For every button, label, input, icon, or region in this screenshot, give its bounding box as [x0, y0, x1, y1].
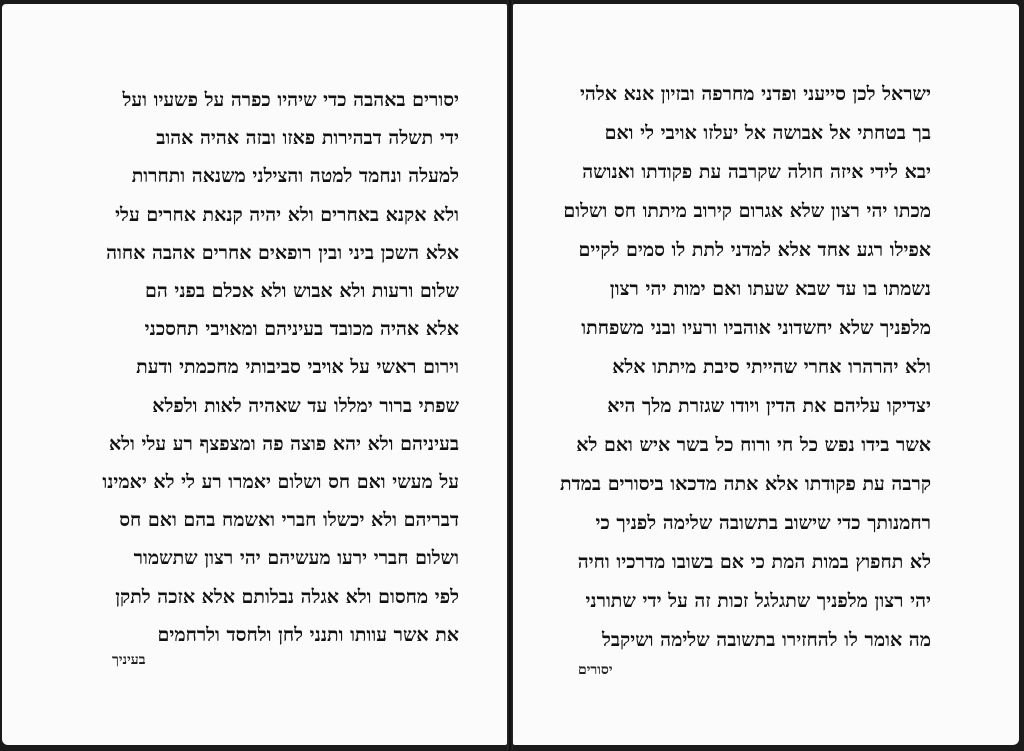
text-line: מלפניך שלא יחשדוני אוהביו ורעיו ובני משפחתו: [581, 317, 931, 339]
text-line: בך בטחתי אל אבושה אל יעלזו אויבי לי ואם: [604, 122, 931, 144]
text-line: דבריהם ולא יכשלו חברי ואשמח בהם ואם חס: [119, 509, 459, 532]
text-line: ולא אקנא באחרים ולא יהיה קנאת אחרים עלי: [115, 203, 459, 226]
text-line: מה אומר לו להחזירו בתשובה שלימה ושיקבל: [602, 629, 931, 651]
left-page-text-block: [2, 4, 507, 745]
right-page-text-block: [513, 4, 1019, 745]
text-line: מכתו יהי רצון שלא אגרום קירוב מיתתו חס ושלום: [563, 200, 931, 222]
text-line: לפי מחסום ולא אגלה נבלותם אלא אזכה לתקן: [115, 585, 459, 608]
text-line: אלא השכן ביני ובין רופאים אחרים אהבה אחוה: [106, 241, 459, 264]
text-line: ושלום חברי ירעו מעשיהם יהי רצון שתשמור: [133, 547, 459, 570]
text-line: אשר בידו נפש כל חי ורוח כל בשר איש ואם לא: [576, 434, 931, 456]
left-page-catchword: בעיניך: [112, 652, 146, 668]
text-line: יהי רצון מלפניך שתגלגל זכות זה על ידי שתורני: [585, 590, 931, 612]
text-line: קרבה עת פקודתו אלא אתה מדכאו ביסורים במדת: [559, 473, 931, 495]
text-line: יסורים באהבה כדי שיהיו כפרה על פשעיו ועל: [122, 89, 459, 111]
text-line: על מעשי ואם חס ושלום יאמרו רע לי לא יאמינו: [102, 471, 459, 493]
text-line: יבא לידי איזה חולה שקרבה עת פקודתו ואנושה: [582, 161, 931, 183]
text-line: רחמנותך כדי שישוב בתשובה שלימה לפניך כי: [595, 512, 931, 534]
text-line: ולא יהרהרו אחרי שהייתי סיבת מיתתו אלא: [612, 356, 931, 378]
left-page: [2, 4, 507, 745]
text-line: נשמתו בו עד שבא שעתו ואם ימות יהי רצון: [609, 278, 931, 300]
right-page-catchword: יסורים: [578, 662, 613, 678]
text-line: ישראל לכן סייעני ופדני מחרפה ובזיון אנא אלהי: [579, 83, 931, 105]
text-line: ידי תשלה דבהירות פאזו ובזה אהיה אהוב: [156, 127, 459, 150]
text-line: שלום ורעות ולא אבוש ולא אכלם בפני הם: [145, 280, 459, 302]
text-line: בעיניהם ולא יהא פוצה פה ומצפצף רע עלי ולא: [108, 432, 459, 455]
text-line: אפילו רגע אחד אלא למדני לתת לו סמים לקיים: [578, 239, 931, 261]
text-line: לא תחפוץ במות המת כי אם בשובו מדרכיו וחיה: [577, 551, 931, 573]
text-line: למעלה ונחמד למטה והצילני משנאה ותחרות: [131, 165, 459, 188]
text-line: יצדיקו עליהם את הדין ויודו שגזרת מלך היא: [607, 395, 931, 417]
text-line: את אשר עוותו ותנני לחן ולחסד ולרחמים: [157, 623, 459, 646]
text-line: אלא אהיה מכובד בעיניהם ומאויבי תחסכני: [144, 318, 459, 341]
text-line: וירום ראשי על אויבי סביבותי מחכמתי ודעת: [136, 356, 459, 379]
right-page: [513, 4, 1019, 745]
text-line: שפתי ברור ימללו עד שאהיה לאות ולפלא: [152, 394, 459, 417]
